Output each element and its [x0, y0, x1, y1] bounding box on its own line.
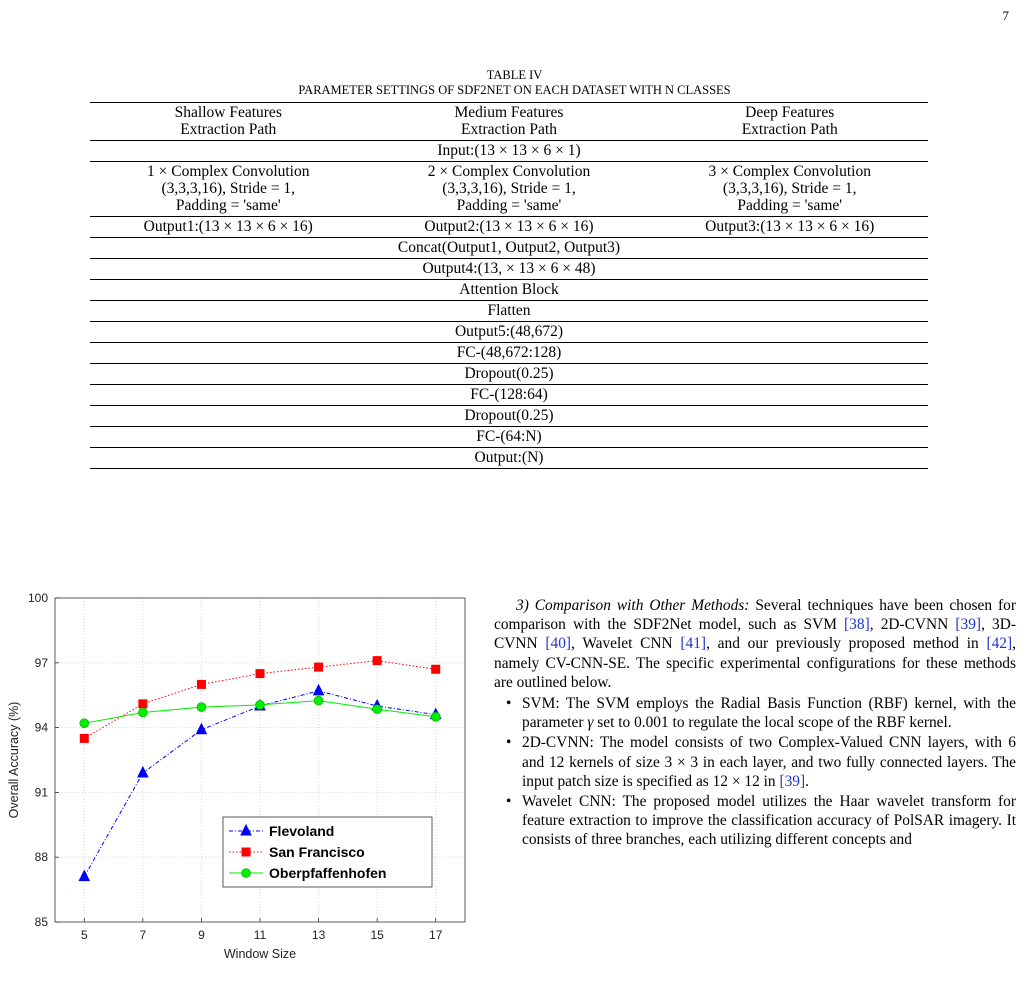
y-axis-label: Overall Accuracy (%): [7, 701, 21, 819]
table-row: [90, 427, 928, 448]
fc2-cell: FC-(128:64): [90, 385, 928, 406]
concat-cell: Concat(Output1, Output2, Output3): [90, 238, 928, 259]
fc1-cell: FC-(48,672:128): [90, 343, 928, 364]
x-tick-label: 15: [370, 928, 384, 942]
conv-shallow-l1: 1 × Complex Convolution: [147, 163, 310, 180]
flatten-cell: Flatten: [90, 301, 928, 322]
legend-label: Flevoland: [269, 823, 335, 839]
y-tick-label: 85: [34, 915, 48, 929]
citation-link[interactable]: [42]: [986, 635, 1013, 653]
data-point: [80, 719, 89, 728]
data-point: [256, 700, 265, 709]
y-tick-label: 88: [34, 850, 48, 865]
conv-shallow-l2: (3,3,3,16), Stride = 1,: [161, 180, 296, 197]
output3-cell: Output3:(13 × 13 × 6 × 16): [651, 217, 928, 238]
conv-medium: [367, 162, 652, 217]
conv-row: [90, 162, 928, 217]
data-point: [80, 734, 88, 742]
x-tick-label: 11: [253, 928, 267, 942]
comparison-paragraph: [494, 596, 1016, 692]
input-row: [90, 141, 928, 162]
page-number: 7: [1002, 8, 1009, 23]
data-point: [373, 705, 382, 714]
data-point: [197, 680, 205, 688]
output4-cell: Output4:(13, × 13 × 6 × 48): [90, 259, 928, 280]
dropout2-cell: Dropout(0.25): [90, 406, 928, 427]
text-column: [494, 596, 1016, 851]
y-tick-label: 97: [34, 655, 48, 670]
intro-run: , and our previously proposed method in: [706, 635, 987, 653]
header-shallow-l2: Extraction Path: [180, 121, 277, 138]
intro-run: , 3D-CVNN: [494, 616, 1016, 653]
conv-deep: [651, 162, 928, 217]
table-caption-title: PARAMETER SETTINGS OF SDF2NET ON EACH DATASET WITH N CLASSES: [298, 83, 731, 97]
citation-link[interactable]: [41]: [680, 635, 707, 653]
bullet-run: set to 0.001 to regulate the local scope of the RBF kernel.: [593, 714, 952, 732]
parameter-table: [90, 102, 928, 469]
conv-deep-l3: Padding = 'same': [737, 197, 843, 214]
conv-shallow: [90, 162, 367, 217]
legend-marker: [242, 869, 251, 878]
data-point: [314, 696, 323, 705]
intro-run: 3) Comparison with Other Methods:: [516, 597, 750, 614]
table-row: [90, 406, 928, 427]
conv-deep-l2: (3,3,3,16), Stride = 1,: [722, 180, 857, 197]
table-row: [90, 343, 928, 364]
attention-cell: Attention Block: [90, 280, 928, 301]
x-axis-label: Window Size: [223, 947, 297, 961]
intro-run: , 2D-CVNN: [869, 616, 956, 634]
data-point: [256, 670, 264, 678]
output-row: [90, 217, 928, 238]
header-medium-l2: Extraction Path: [460, 121, 557, 138]
bullet-run: γ: [587, 714, 594, 732]
y-tick-label: 100: [27, 591, 48, 605]
table-row: [90, 364, 928, 385]
y-tick-label: 94: [34, 720, 48, 735]
citation-link[interactable]: [40]: [545, 635, 572, 653]
header-medium: [367, 103, 652, 141]
conv-medium-l3: Padding = 'same': [456, 197, 562, 214]
output2-cell: Output2:(13 × 13 × 6 × 16): [367, 217, 652, 238]
input-cell: Input:(13 × 13 × 6 × 1): [90, 141, 928, 162]
data-point: [315, 663, 323, 671]
header-shallow-l1: Shallow Features: [174, 104, 282, 121]
fc3-cell: FC-(64:N): [90, 427, 928, 448]
table-row: [90, 259, 928, 280]
conv-deep-l1: 3 × Complex Convolution: [708, 163, 871, 180]
output5-cell: Output5:(48,672): [90, 322, 928, 343]
header-deep-l2: Extraction Path: [741, 121, 838, 138]
legend-marker: [242, 848, 250, 856]
legend-label: Oberpfaffenhofen: [269, 865, 387, 881]
output1-cell: Output1:(13 × 13 × 6 × 16): [90, 217, 367, 238]
table-header-row: [90, 103, 928, 141]
y-tick-label: 91: [34, 785, 48, 800]
header-deep: [651, 103, 928, 141]
list-item: [494, 792, 1016, 850]
data-point: [139, 700, 147, 708]
citation-link[interactable]: [39]: [955, 616, 982, 634]
intro-run: , Wavelet CNN: [571, 635, 681, 653]
header-shallow: [90, 103, 367, 141]
list-item: [494, 733, 1016, 791]
table-row: [90, 322, 928, 343]
bullet-run: SVM: The SVM employs the Radial Basis Function (RBF) kernel, with the parameter: [522, 695, 1016, 732]
x-tick-label: 5: [80, 928, 88, 942]
x-tick-label: 13: [311, 928, 326, 942]
x-tick-label: 9: [198, 928, 205, 942]
accuracy-chart: [0, 585, 470, 1000]
table-row: [90, 448, 928, 469]
table-row: [90, 385, 928, 406]
data-point: [138, 708, 147, 717]
conv-shallow-l3: Padding = 'same': [175, 197, 281, 214]
table-row: [90, 238, 928, 259]
header-medium-l1: Medium Features: [454, 104, 564, 121]
x-tick-label: 17: [429, 928, 443, 942]
table-row: [90, 301, 928, 322]
table-caption-number: TABLE IV: [486, 68, 543, 82]
output-final-cell: Output:(N): [90, 448, 928, 469]
data-point: [373, 657, 381, 665]
data-point: [431, 712, 440, 721]
header-deep-l1: Deep Features: [745, 104, 835, 121]
citation-link[interactable]: [38]: [844, 616, 870, 634]
bullet-run: 2D-CVNN: The model consists of two Complex-Valued CNN layers, with 6 and 12 kernels of size 3 × 3 in each layer, and two fully connected layers. The input patch size is specified as 12 × 12 in: [522, 734, 1016, 790]
legend-label: San Francisco: [269, 844, 365, 860]
citation-link[interactable]: [39]: [779, 772, 806, 790]
conv-medium-l2: (3,3,3,16), Stride = 1,: [442, 180, 576, 197]
x-tick-label: 7: [139, 928, 147, 942]
bullet-run: .: [805, 772, 809, 790]
list-item: [494, 694, 1016, 732]
data-point: [197, 703, 206, 712]
table-row: [90, 280, 928, 301]
accuracy-chart-svg: [0, 585, 470, 1000]
method-list: [494, 694, 1016, 850]
intro-run: , namely CV-CNN-SE. The specific experimental configurations for these methods are outlined below.: [494, 635, 1016, 691]
intro-run: Several techniques have been chosen for comparison with the SDF2Net model, such as SVM: [494, 597, 1016, 634]
data-point: [432, 665, 440, 673]
conv-medium-l1: 2 × Complex Convolution: [427, 163, 591, 180]
bullet-run: Wavelet CNN: The proposed model utilizes the Haar wavelet transform for feature extraction to improve the classification accuracy of PolSAR imagery. It consists of three branches, each utilizing different concepts and: [522, 793, 1016, 849]
dropout1-cell: Dropout(0.25): [90, 364, 928, 385]
